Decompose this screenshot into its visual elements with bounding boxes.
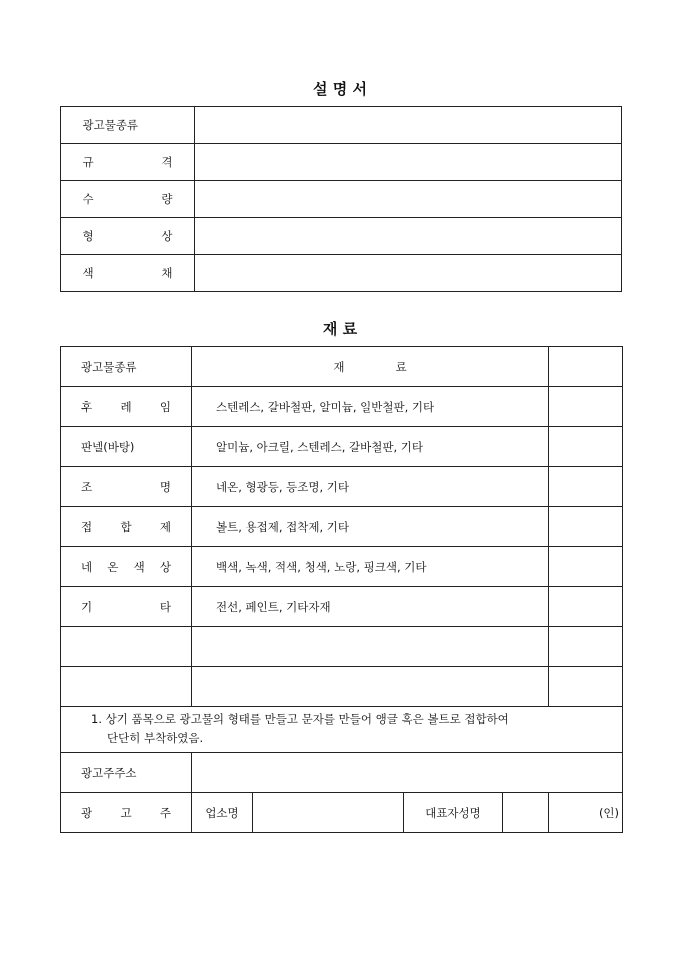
materials-row <box>61 427 623 467</box>
material-list: 백색, 녹색, 적색, 청색, 노랑, 핑크색, 기타 <box>192 547 549 587</box>
desc-value-shape[interactable] <box>195 218 622 255</box>
advertiser-row <box>61 793 623 833</box>
material-type[interactable] <box>61 667 192 707</box>
material-extra[interactable] <box>549 667 623 707</box>
header-material: 재 료 <box>192 347 549 387</box>
material-list: 볼트, 용접제, 접착제, 기타 <box>192 507 549 547</box>
materials-row-blank <box>61 627 623 667</box>
materials-row <box>61 467 623 507</box>
advertiser-label: 광 고 주 <box>61 793 192 833</box>
header-type: 광고물종류 <box>61 347 192 387</box>
material-list: 전선, 페인트, 기타자재 <box>192 587 549 627</box>
materials-row <box>61 387 623 427</box>
material-extra[interactable] <box>549 427 623 467</box>
material-list: 네온, 형광등, 등조명, 기타 <box>192 467 549 507</box>
rep-label: 대표자성명 <box>404 793 503 833</box>
material-type: 기 타 <box>61 587 192 627</box>
material-type: 네 온 색 상 <box>61 547 192 587</box>
material-extra[interactable] <box>549 387 623 427</box>
address-value[interactable] <box>192 753 623 793</box>
material-list[interactable] <box>192 667 549 707</box>
material-extra[interactable] <box>549 507 623 547</box>
company-value[interactable] <box>253 793 404 833</box>
desc-label: 형 상 <box>61 218 195 255</box>
desc-row-shape <box>61 218 622 255</box>
desc-row-spec <box>61 144 622 181</box>
desc-value-color[interactable] <box>195 255 622 292</box>
material-list: 알미늄, 아크릴, 스텐레스, 갈바철판, 기타 <box>192 427 549 467</box>
material-extra[interactable] <box>549 627 623 667</box>
material-type: 판넬(바탕) <box>61 427 192 467</box>
description-table <box>60 106 622 292</box>
material-extra[interactable] <box>549 587 623 627</box>
desc-row-type <box>61 107 622 144</box>
material-type[interactable] <box>61 627 192 667</box>
company-label: 업소명 <box>192 793 253 833</box>
note-line1: 상기 품목으로 광고물의 형태를 만들고 문자를 만들어 앵글 혹은 볼트로 접합하여 <box>105 712 509 726</box>
header-extra <box>549 347 623 387</box>
desc-row-quantity <box>61 181 622 218</box>
material-extra[interactable] <box>549 547 623 587</box>
note-text <box>61 707 623 753</box>
material-list: 스텐레스, 갈바철판, 알미늄, 일반철판, 기타 <box>192 387 549 427</box>
description-title: 설 명 서 <box>313 80 367 98</box>
note-number: 1. <box>91 712 102 726</box>
materials-row <box>61 547 623 587</box>
material-type: 조 명 <box>61 467 192 507</box>
material-list[interactable] <box>192 627 549 667</box>
materials-table <box>60 346 623 833</box>
desc-value-spec[interactable] <box>195 144 622 181</box>
materials-row-blank <box>61 667 623 707</box>
desc-value-quantity[interactable] <box>195 181 622 218</box>
material-extra[interactable] <box>549 467 623 507</box>
desc-label: 색 채 <box>61 255 195 292</box>
desc-value-type[interactable] <box>195 107 622 144</box>
seal-mark: (인) <box>549 793 623 833</box>
materials-row <box>61 587 623 627</box>
rep-value[interactable] <box>503 793 549 833</box>
note-row <box>61 707 623 753</box>
desc-label: 광고물종류 <box>61 107 195 144</box>
material-type: 접 합 제 <box>61 507 192 547</box>
address-row <box>61 753 623 793</box>
note-line2: 단단히 부착하였음. <box>107 731 204 745</box>
materials-title: 재 료 <box>322 320 358 338</box>
desc-label: 수 량 <box>61 181 195 218</box>
address-label: 광고주주소 <box>61 753 192 793</box>
materials-header-row <box>61 347 623 387</box>
desc-row-color <box>61 255 622 292</box>
material-type: 후 레 임 <box>61 387 192 427</box>
desc-label: 규 격 <box>61 144 195 181</box>
materials-row <box>61 507 623 547</box>
